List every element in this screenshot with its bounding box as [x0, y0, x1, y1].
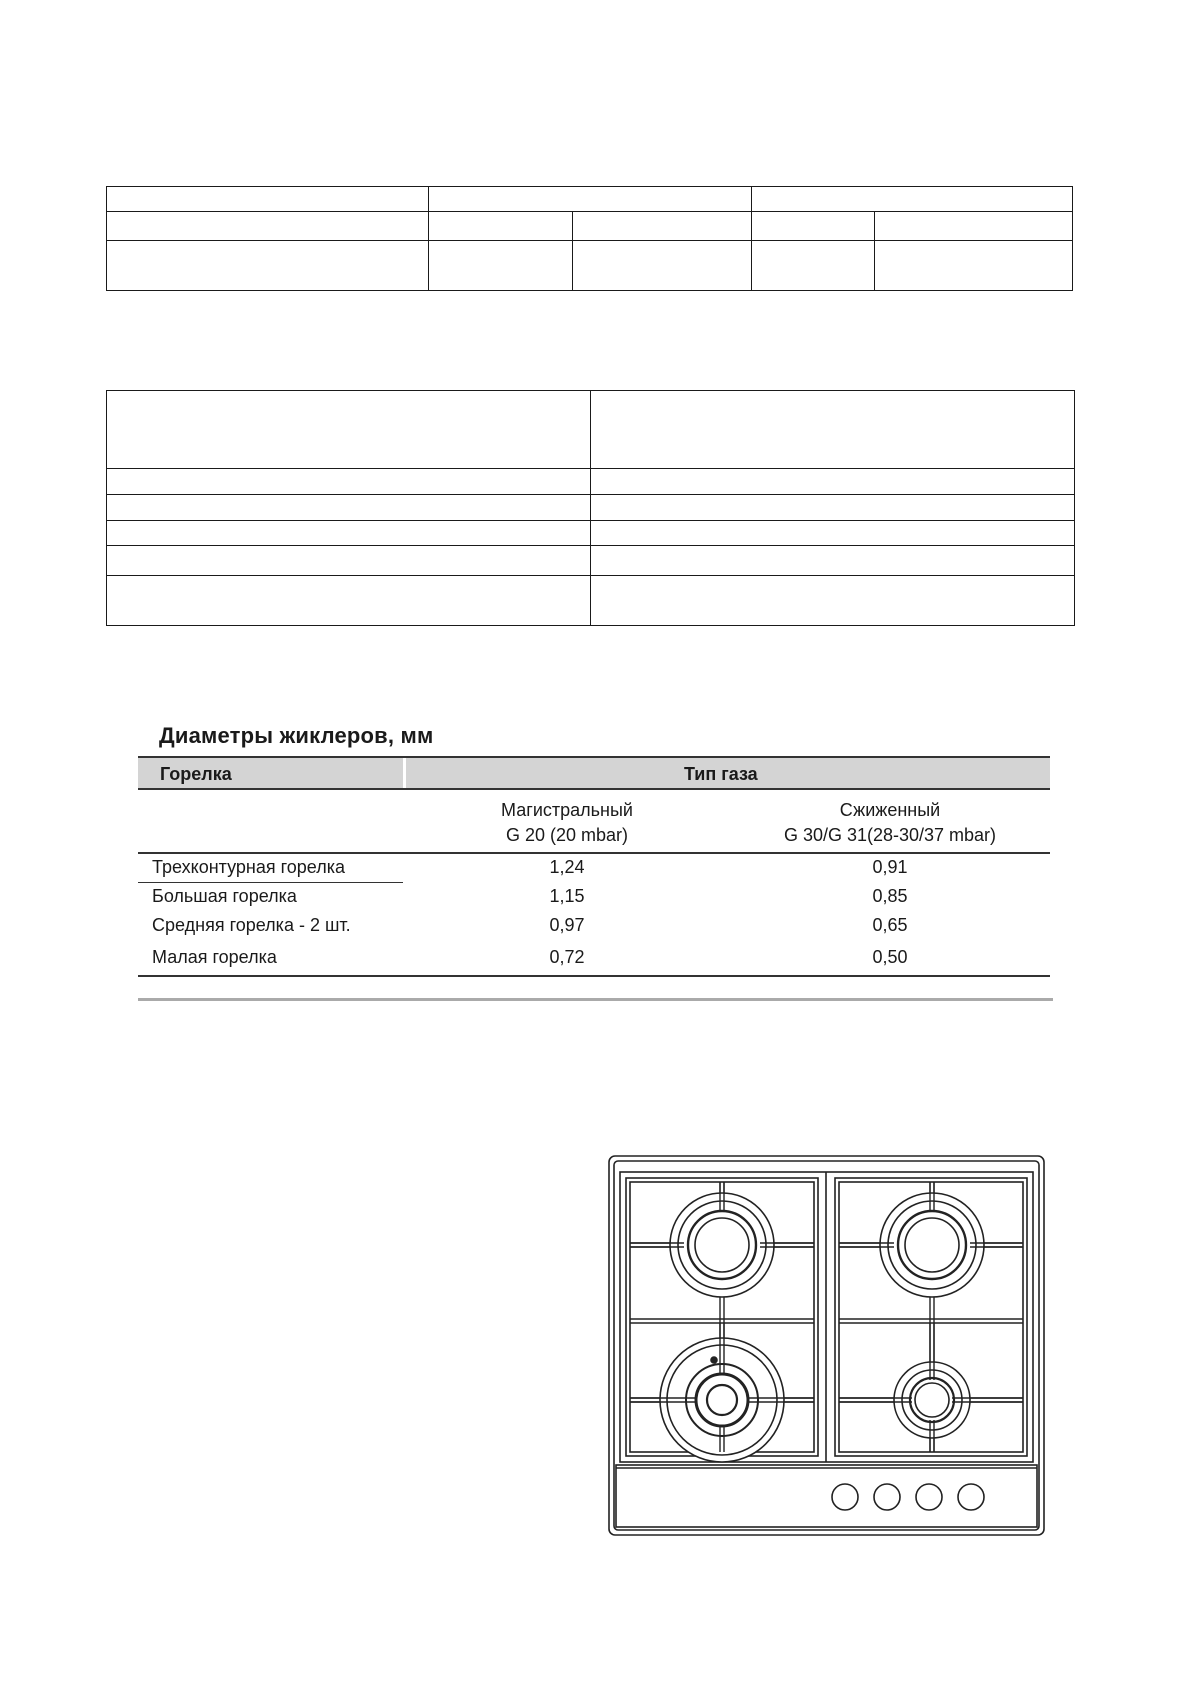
jet-row-underline: [138, 882, 403, 883]
empty-table-1-col-divider: [874, 211, 875, 291]
jet-table-bottom-rule: [138, 975, 1050, 977]
jet-table-title: Диаметры жиклеров, мм: [159, 723, 434, 748]
knob-icon: [958, 1484, 984, 1510]
empty-table-1: [106, 186, 1073, 291]
empty-table-1-row-divider: [106, 240, 1073, 241]
gas-type-natural: [457, 798, 677, 848]
jet-table-footer-rule: [138, 998, 1053, 1001]
burner-small-icon: [894, 1362, 970, 1438]
empty-table-2-row-divider: [106, 520, 1075, 521]
jet-row-g30: 0,65: [872, 915, 908, 935]
header-burner: Горелка: [160, 764, 232, 784]
jet-row-g20: 0,72: [549, 947, 585, 967]
empty-table-1-col-divider: [751, 186, 752, 291]
jet-row-g20: 1,15: [549, 886, 585, 906]
jet-row-burner: Большая горелка: [152, 886, 297, 906]
jet-row-burner: Малая горелка: [152, 947, 277, 967]
gas-type-liquefied-name: Сжиженный: [839, 800, 941, 820]
jet-row-g30: 0,50: [872, 947, 908, 967]
gas-type-liquefied-spec: G 30/G 31(28-30/37 mbar): [783, 825, 997, 845]
gas-hob-illustration: [608, 1155, 1045, 1536]
hob-control-panel: [616, 1465, 1037, 1527]
jet-row-g30: 0,85: [872, 886, 908, 906]
knob-icon: [832, 1484, 858, 1510]
empty-table-2-row-divider: [106, 575, 1075, 576]
gas-type-liquefied: [740, 798, 1040, 848]
jet-header-divider: [403, 758, 406, 788]
empty-table-2-row-divider: [106, 545, 1075, 546]
jet-table-header: [138, 756, 1050, 790]
jet-row-g30: 0,91: [872, 857, 908, 877]
empty-table-2-col-divider: [590, 390, 591, 626]
empty-table-2-row-divider: [106, 494, 1075, 495]
jet-row-g20: 0,97: [549, 915, 585, 935]
burner-medium-icon: [880, 1193, 984, 1297]
jet-subheader-rule: [138, 852, 1050, 854]
jet-row-burner: Трехконтурная горелка: [152, 857, 345, 877]
knob-icon: [874, 1484, 900, 1510]
burner-medium-icon: [670, 1193, 774, 1297]
header-gas-type: Тип газа: [684, 764, 758, 784]
knob-icon: [916, 1484, 942, 1510]
empty-table-1-row-divider: [106, 211, 1073, 212]
burner-triple-ring-icon: [660, 1338, 784, 1462]
empty-table-1-col-divider: [428, 186, 429, 291]
jet-row-g20: 1,24: [549, 857, 585, 877]
empty-table-1-col-divider: [572, 211, 573, 291]
gas-type-natural-name: Магистральный: [501, 800, 633, 820]
jet-row-burner: Средняя горелка - 2 шт.: [152, 915, 351, 935]
empty-table-2-row-divider: [106, 468, 1075, 469]
gas-type-natural-spec: G 20 (20 mbar): [505, 825, 629, 845]
